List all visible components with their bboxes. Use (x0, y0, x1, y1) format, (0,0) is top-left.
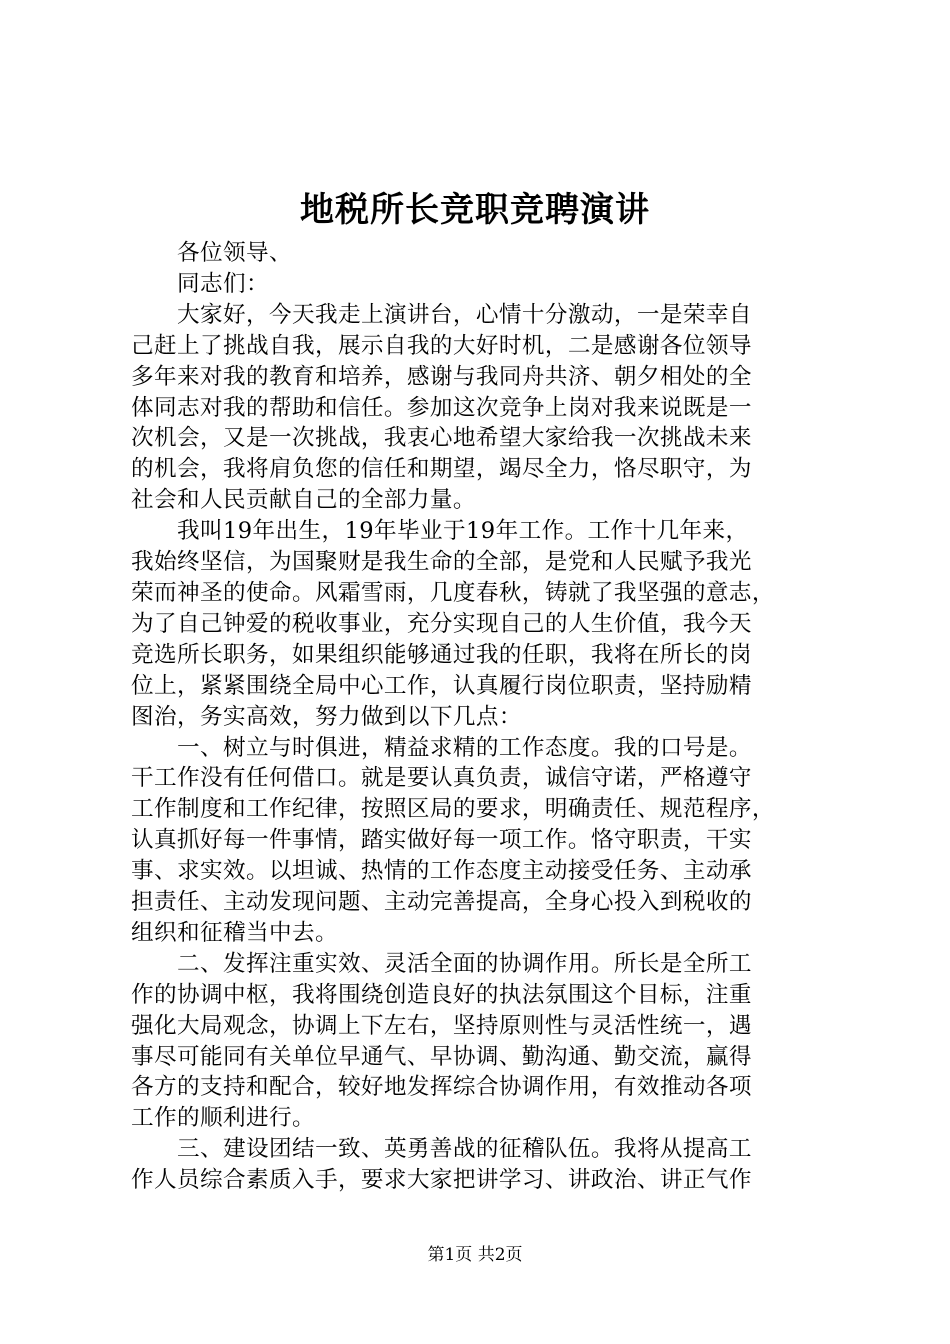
salutation-line: 各位领导、 (177, 240, 292, 266)
paragraph-line: 竞选所长职务，如果组织能够通过我的任职，我将在所长的岗 (131, 641, 752, 668)
paragraph-line: 图治，务实高效，努力做到以下几点： (131, 703, 522, 730)
paragraph-line: 社会和人民贡献自己的全部力量。 (131, 487, 476, 514)
paragraph-line: 多年来对我的教育和培养，感谢与我同舟共济、朝夕相处的全 (131, 363, 752, 390)
paragraph-line: 己赶上了挑战自我，展示自我的大好时机，二是感谢各位领导 (131, 332, 752, 359)
paragraph-line: 荣而神圣的使命。风霜雪雨，几度春秋，铸就了我坚强的意志， (131, 579, 775, 606)
paragraph-line: 作人员综合素质入手，要求大家把讲学习、讲政治、讲正气作 (131, 1167, 752, 1194)
paragraph-line: 各方的支持和配合，较好地发挥综合协调作用，有效推动各项 (131, 1074, 752, 1101)
paragraph-line: 为了自己钟爱的税收事业，充分实现自己的人生价值，我今天 (131, 610, 752, 637)
paragraph-line: 的机会，我将肩负您的信任和期望，竭尽全力，恪尽职守，为 (131, 456, 752, 483)
paragraph-line: 组织和征稽当中去。 (131, 919, 338, 946)
paragraph-line: 位上，紧紧围绕全局中心工作，认真履行岗位职责，坚持励精 (131, 672, 752, 699)
page-title: 地税所长竞职竞聘演讲 (300, 190, 650, 230)
paragraph-line: 三、建设团结一致、英勇善战的征稽队伍。我将从提高工 (177, 1136, 752, 1163)
paragraph-line: 我叫19年出生，19年毕业于19年工作。工作十几年来， (177, 518, 749, 545)
paragraph-line: 大家好，今天我走上演讲台，心情十分激动，一是荣幸自 (177, 301, 752, 328)
paragraph-line: 工作制度和工作纪律，按照区局的要求，明确责任、规范程序， (131, 796, 775, 823)
paragraph-line: 强化大局观念，协调上下左右，坚持原则性与灵活性统一，遇 (131, 1012, 752, 1039)
paragraph-line: 认真抓好每一件事情，踏实做好每一项工作。恪守职责，干实 (131, 827, 752, 854)
paragraph-line: 工作的顺利进行。 (131, 1105, 315, 1132)
salutation-line: 同志们： (177, 270, 269, 297)
paragraph-line: 我始终坚信，为国聚财是我生命的全部，是党和人民赋予我光 (131, 549, 752, 576)
paragraph-line: 二、发挥注重实效、灵活全面的协调作用。所长是全所工 (177, 950, 752, 977)
paragraph-line: 事、求实效。以坦诚、热情的工作态度主动接受任务、主动承 (131, 858, 752, 885)
paragraph-line: 事尽可能同有关单位早通气、早协调、勤沟通、勤交流，赢得 (131, 1043, 752, 1070)
paragraph-line: 一、树立与时俱进，精益求精的工作态度。我的口号是。 (177, 734, 752, 761)
paragraph-line: 干工作没有任何借口。就是要认真负责，诚信守诺，严格遵守 (131, 765, 752, 792)
paragraph-line: 担责任、主动发现问题、主动完善提高，全身心投入到税收的 (131, 889, 752, 916)
paragraph-line: 作的协调中枢，我将围绕创造良好的执法氛围这个目标，注重 (131, 981, 752, 1008)
paragraph-line: 次机会，又是一次挑战，我衷心地希望大家给我一次挑战未来 (131, 425, 752, 452)
document-body (131, 238, 831, 1196)
paragraph-line: 体同志对我的帮助和信任。参加这次竞争上岗对我来说既是一 (131, 394, 752, 421)
page-number-footer: 第1页 共2页 (427, 1245, 523, 1265)
